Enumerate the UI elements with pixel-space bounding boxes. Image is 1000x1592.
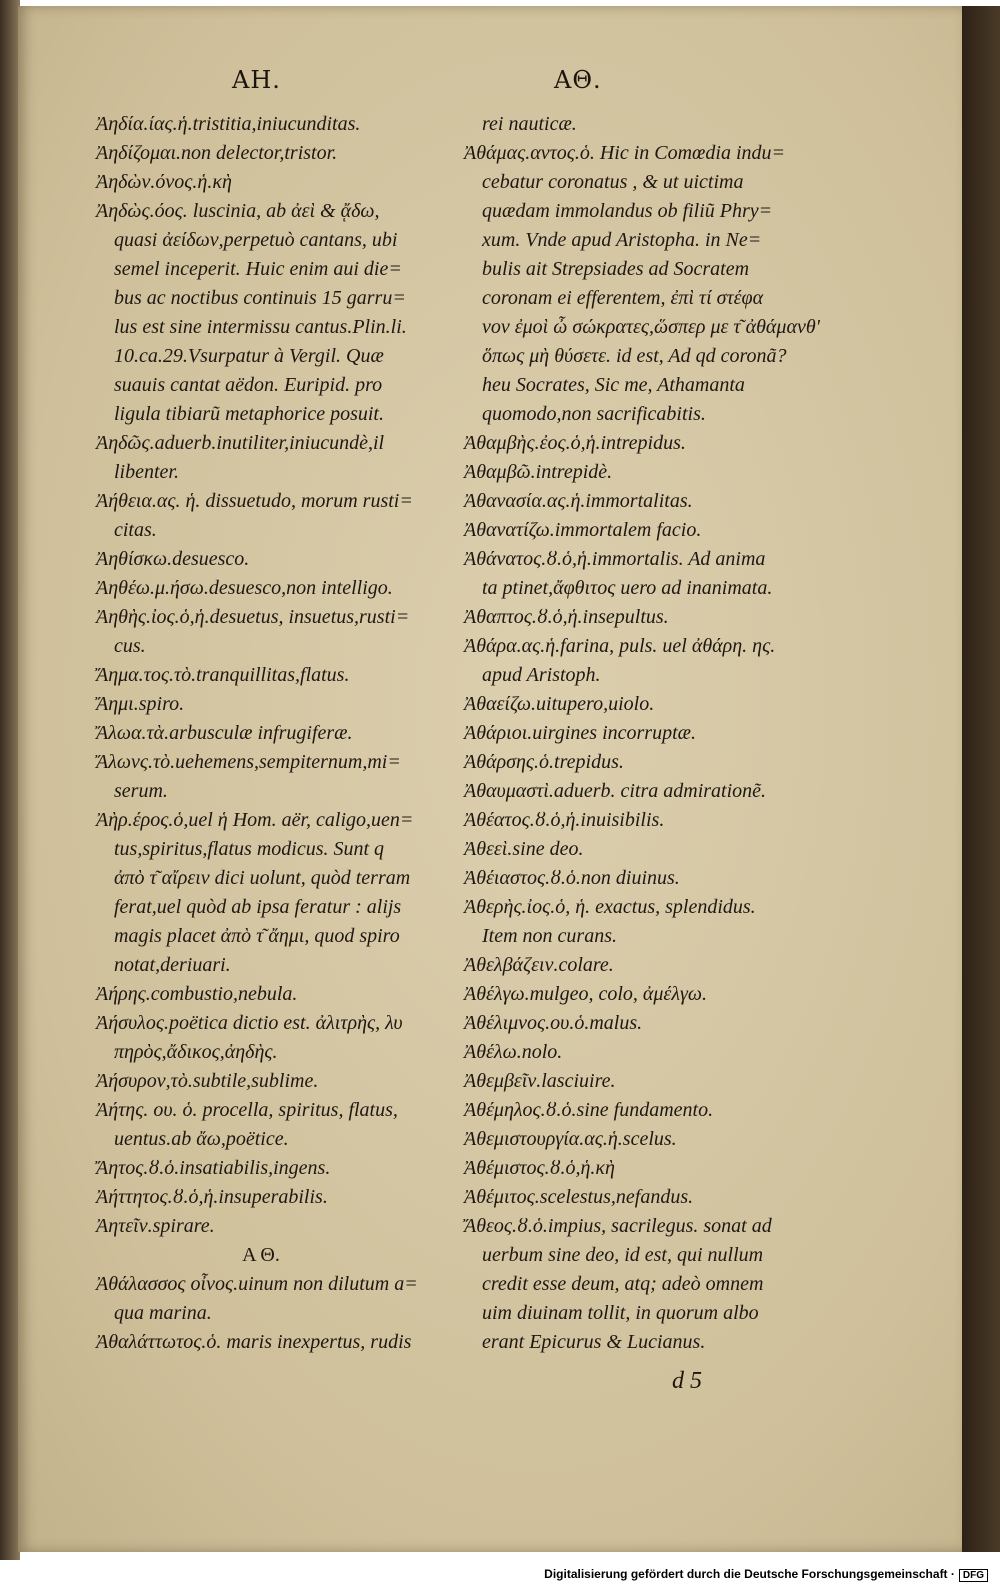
dictionary-line: ta ptinet,ἄφθιτος uero ad inanimata.: [482, 577, 773, 599]
dictionary-line: Ἀθαυμαστὶ.aduerb. citra admirationẽ.: [464, 780, 767, 802]
dictionary-line: ferat,uel quòd ab ipsa feratur : alijs: [114, 896, 402, 918]
dictionary-line: lus est sine intermissu cantus.Plin.li.: [114, 316, 407, 338]
dictionary-line: ligula tibiarũ metaphorice posuit.: [114, 403, 384, 425]
dictionary-line: Ἀθεμβεῖν.lasciuire.: [464, 1070, 616, 1092]
dictionary-line: Ἀὴρ.έρος.ὁ,uel ἡ Hom. aër, caligo,uen=: [96, 809, 414, 831]
dictionary-line: ἀπὸ τ͂ αἴρειν dici uolunt, quòd terram: [114, 867, 411, 889]
dictionary-line: qua marina.: [114, 1302, 212, 1324]
dictionary-line: Ἀθέλιμνος.ου.ὁ.malus.: [464, 1012, 643, 1034]
dictionary-line: Ἄημι.spiro.: [96, 693, 185, 715]
right-column: [464, 110, 820, 1357]
dictionary-line: Ἀθαπτος.ȣ.ὁ,ἡ.insepultus.: [464, 606, 669, 628]
dictionary-line: heu Socrates, Sic me, Athamanta: [482, 374, 745, 396]
dictionary-line: bus ac noctibus continuis 15 garru=: [114, 287, 406, 309]
dictionary-line: Ἀήττητος.ȣ.ὁ,ἡ.insuperabilis.: [96, 1186, 328, 1208]
dictionary-line: Ἀηδὼν.όνος.ἡ.κὴ: [96, 171, 232, 193]
left-column: [96, 110, 426, 1357]
dictionary-line: suauis cantat aëdon. Euripid. pro: [114, 374, 383, 396]
dictionary-line: quomodo,non sacrificabitis.: [482, 403, 706, 425]
dictionary-line: Ἀθέατος.ȣ.ὁ,ἡ.inuisibilis.: [464, 809, 665, 831]
scan-right-margin: [962, 6, 1000, 1552]
dictionary-line: Ἄημα.τος.τὸ.tranquillitas,flatus.: [96, 664, 350, 686]
signature-mark: d 5: [672, 1368, 702, 1394]
dictionary-line: credit esse deum, atq; adeò omnem: [482, 1273, 764, 1295]
dictionary-line: νον ἐμοὶ ὦ σώκρατες,ὥσπερ με τ͂ ἀθάμανθ': [482, 316, 820, 338]
dictionary-line: tus,spiritus,flatus modicus. Sunt q: [114, 838, 385, 860]
dictionary-line: Ἀήτης. ου. ὁ. procella, spiritus, flatus,: [96, 1099, 398, 1121]
dictionary-line: Ἀηδία.ίας.ἡ.tristitia,iniucunditas.: [96, 113, 361, 135]
dictionary-line: Ἀθαμβὴς.ἐος.ὁ,ἡ.intrepidus.: [464, 432, 686, 454]
running-head-right: ΑΘ.: [554, 66, 602, 94]
dictionary-line: Ἀθάρσης.ὁ.trepidus.: [464, 751, 624, 773]
dictionary-line: Ἀθάριοι.uirgines incorruptæ.: [464, 722, 696, 744]
dictionary-line: Ἀθαλάττωτος.ὁ. maris inexpertus, rudis: [96, 1331, 412, 1353]
dictionary-line: Ἀήρης.combustio,nebula.: [96, 983, 298, 1005]
dictionary-line: Ἀθέλγω.mulgeo, colo, ἀμέλγω.: [464, 983, 707, 1005]
dictionary-line: apud Aristoph.: [482, 664, 601, 686]
dictionary-line: serum.: [114, 780, 168, 802]
dictionary-line: Ἀηθὴς.ἰος.ὁ,ἡ.desuetus, insuetus,rusti=: [96, 606, 410, 628]
dictionary-line: cus.: [114, 635, 146, 657]
footer-text: Digitalisierung gefördert durch die Deutsche Forschungsgemeinschaft ·: [544, 1567, 955, 1581]
dictionary-line: Ἀθέλω.nolo.: [464, 1041, 563, 1063]
dictionary-line: coronam ei efferentem, ἐπὶ τί στέφα: [482, 287, 764, 309]
dictionary-line: Ἀθερὴς.ἰος.ὁ, ἡ. exactus, splendidus.: [464, 896, 756, 918]
dictionary-line: Ἀήσυρον,τὸ.subtile,sublime.: [96, 1070, 319, 1092]
dictionary-line: Ἀηδὼς.όος. luscinia, ab ἀεὶ & ᾄδω,: [96, 200, 380, 222]
dictionary-line: Ἀθαμβῶ.intrepidè.: [464, 461, 613, 483]
dictionary-line: Ἀηδίζομαι.non delector,tristor.: [96, 142, 338, 164]
dictionary-line: quasi ἀείδων,perpetuò cantans, ubi: [114, 229, 398, 251]
dictionary-line: notat,deriuari.: [114, 954, 231, 976]
dictionary-line: πηρὸς,ἄδικος,ἀηδὴς.: [114, 1041, 278, 1063]
dictionary-line: cebatur coronatus , & ut uictima: [482, 171, 744, 193]
dictionary-line: Ἄθεος.ȣ.ὁ.impius, sacrilegus. sonat ad: [464, 1215, 772, 1237]
dictionary-line: erant Epicurus & Lucianus.: [482, 1331, 706, 1353]
dictionary-line: Ἀθέμιτος.scelestus,nefandus.: [464, 1186, 694, 1208]
dictionary-line: Ἀθάλασσος οἶνος.uinum non dilutum a=: [96, 1273, 418, 1295]
dictionary-line: Ἄλωνς.τὸ.uehemens,sempiternum,mi=: [96, 751, 401, 773]
dictionary-line: quædam immolandus ob filiũ Phry=: [482, 200, 773, 222]
dictionary-line: Ἀθεμιστουργία.ας.ἡ.scelus.: [464, 1128, 677, 1150]
dictionary-line: Ἀηθέω.μ.ήσω.desuesco,non intelligo.: [96, 577, 393, 599]
dictionary-line: Ἀθαείζω.uitupero,uiolo.: [464, 693, 655, 715]
dictionary-line: semel inceperit. Huic enim aui die=: [114, 258, 402, 280]
page-scan: [18, 6, 965, 1552]
dictionary-line: Ἀθέμηλος.ȣ.ὁ.sine fundamento.: [464, 1099, 714, 1121]
dictionary-line: Ἀηδῶς.aduerb.inutiliter,iniucundè,il: [96, 432, 385, 454]
dictionary-line: Α Θ.: [242, 1244, 280, 1266]
dictionary-line: Ἀθέιαστος.ȣ.ὁ.non diuinus.: [464, 867, 680, 889]
dictionary-line: bulis ait Strepsiades ad Socratem: [482, 258, 750, 280]
dictionary-line: Ἀηθίσκω.desuesco.: [96, 548, 250, 570]
dictionary-line: libenter.: [114, 461, 179, 483]
dictionary-line: Ἀθεεὶ.sine deo.: [464, 838, 584, 860]
dictionary-line: Item non curans.: [482, 925, 617, 947]
dictionary-line: Ἀθάνατος.ȣ.ὁ,ἡ.immortalis. Ad anima: [464, 548, 766, 570]
dictionary-line: uerbum sine deo, id est, qui nullum: [482, 1244, 764, 1266]
dictionary-line: Ἀθάμας.αντος.ὁ. Hic in Comœdia indu=: [464, 142, 786, 164]
dictionary-line: Ἀήσυλος.poëtica dictio est. ἀλιτρὴς, λυ: [96, 1012, 403, 1034]
dictionary-line: Ἀθέμιστος.ȣ.ὁ,ἡ.κὴ: [464, 1157, 615, 1179]
dictionary-line: citas.: [114, 519, 157, 541]
dictionary-line: rei nauticæ.: [482, 113, 577, 135]
dictionary-line: Ἀθάρα.ας.ἡ.farina, puls. uel ἀθάρη. ης.: [464, 635, 776, 657]
dictionary-line: Ἀθανασία.ας.ἡ.immortalitas.: [464, 490, 693, 512]
dictionary-line: uentus.ab ἄω,poëtice.: [114, 1128, 289, 1150]
running-head-left: ΑΗ.: [232, 66, 281, 94]
dictionary-line: magis placet ἀπὸ τ͂ ἄημι, quod spiro: [114, 925, 400, 947]
footer-credit: [544, 1567, 988, 1582]
dfg-logo: DFG: [959, 1569, 988, 1582]
dictionary-line: Ἄλωα.τὰ.arbusculæ infrugiferæ.: [96, 722, 353, 744]
dictionary-line: Ἀθανατίζω.immortalem facio.: [464, 519, 702, 541]
book-binding-edge: [0, 0, 20, 1560]
dictionary-line: uim diuinam tollit, in quorum albo: [482, 1302, 759, 1324]
dictionary-line: Ἀητεῖν.spirare.: [96, 1215, 215, 1237]
dictionary-line: Ἄητος.ȣ.ὁ.insatiabilis,ingens.: [96, 1157, 331, 1179]
dictionary-line: Ἀήθεια.ας. ἡ. dissuetudo, morum rusti=: [96, 490, 413, 512]
dictionary-line: Ἀθελβάζειν.colare.: [464, 954, 614, 976]
dictionary-line: ὅπως μὴ θύσετε. id est, Ad qd coronã?: [482, 345, 787, 367]
dictionary-line: xum. Vnde apud Aristopha. in Ne=: [482, 229, 762, 251]
dictionary-line: 10.ca.29.Vsurpatur à Vergil. Quæ: [114, 345, 384, 367]
